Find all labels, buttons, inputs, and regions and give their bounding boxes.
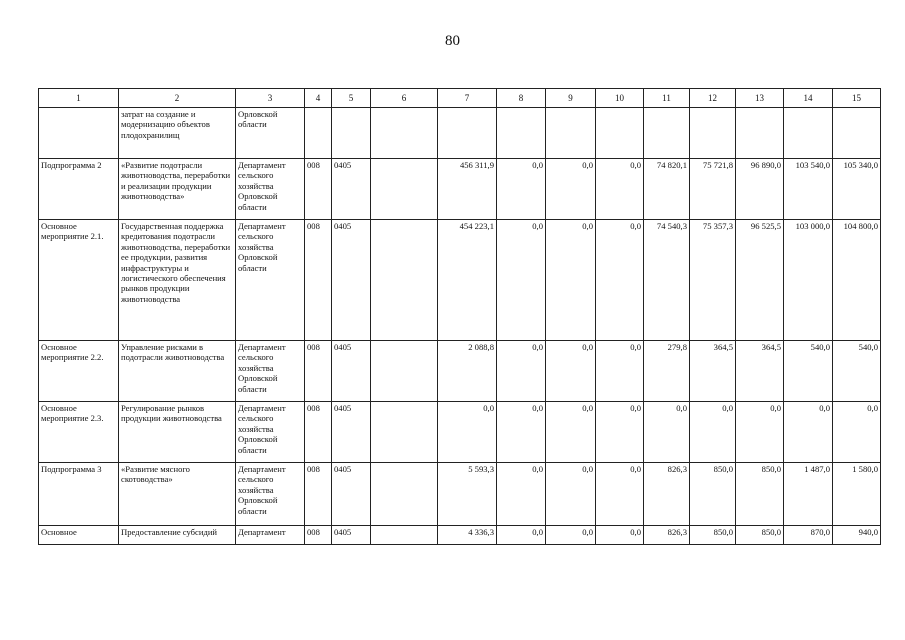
table-cell [371, 402, 438, 463]
table-cell: 008 [305, 159, 332, 220]
table-cell: 0405 [332, 402, 371, 463]
table-cell [690, 108, 736, 159]
table-cell: 0,0 [497, 526, 546, 545]
table-cell: 0,0 [497, 159, 546, 220]
table-cell: Государственная поддержка кредитования подотрасли животноводства, переработки ее продукции, развития инфраструктуры и логистического обеспечения рынков продукции животноводства [119, 220, 236, 341]
table-row [39, 341, 881, 402]
table-cell: 0,0 [644, 402, 690, 463]
table-cell: 0,0 [497, 463, 546, 526]
table-cell: «Развитие мясного скотоводства» [119, 463, 236, 526]
table-cell: 008 [305, 526, 332, 545]
table-cell: 0,0 [690, 402, 736, 463]
table-cell: Регулирование рынков продукции животноводства [119, 402, 236, 463]
table-cell: 0,0 [546, 159, 596, 220]
table-cell [438, 108, 497, 159]
table-row [39, 159, 881, 220]
table-cell: 4 336,3 [438, 526, 497, 545]
table-cell: 850,0 [690, 526, 736, 545]
table-cell: 0,0 [833, 402, 881, 463]
table-cell: 850,0 [690, 463, 736, 526]
table-cell: 008 [305, 402, 332, 463]
table-cell [371, 220, 438, 341]
table-cell: 103 540,0 [784, 159, 833, 220]
table-cell [371, 526, 438, 545]
column-header: 15 [833, 89, 881, 108]
column-header: 12 [690, 89, 736, 108]
table-cell [736, 108, 784, 159]
table-cell: 0,0 [546, 463, 596, 526]
table-row [39, 526, 881, 545]
table-cell [546, 108, 596, 159]
budget-table [38, 88, 881, 545]
table-cell: 0405 [332, 526, 371, 545]
table-cell: Департамент сельского хозяйства Орловской области [236, 341, 305, 402]
table-cell: 96 525,5 [736, 220, 784, 341]
table-cell: Подпрограмма 2 [39, 159, 119, 220]
table-cell: Основное [39, 526, 119, 545]
table-cell [305, 108, 332, 159]
table-cell: 105 340,0 [833, 159, 881, 220]
table-cell: 870,0 [784, 526, 833, 545]
table-cell [39, 108, 119, 159]
table-cell [332, 108, 371, 159]
table-row [39, 463, 881, 526]
column-header: 7 [438, 89, 497, 108]
table-cell: 0,0 [596, 341, 644, 402]
table-cell: 826,3 [644, 463, 690, 526]
table-cell: Департамент сельского хозяйства Орловской области [236, 220, 305, 341]
table-cell: 0,0 [596, 220, 644, 341]
table-cell: Департамент сельского хозяйства Орловской области [236, 463, 305, 526]
table-cell: 74 820,1 [644, 159, 690, 220]
table-cell: Управление рисками в подотрасли животноводства [119, 341, 236, 402]
column-header: 1 [39, 89, 119, 108]
table-cell: 0,0 [596, 159, 644, 220]
table-cell: 456 311,9 [438, 159, 497, 220]
table-cell [784, 108, 833, 159]
table-cell: 2 088,8 [438, 341, 497, 402]
table-cell: 74 540,3 [644, 220, 690, 341]
table-cell: 0,0 [497, 341, 546, 402]
table-cell: 826,3 [644, 526, 690, 545]
table-cell: «Развитие подотрасли животноводства, переработки и реализации продукции животноводства» [119, 159, 236, 220]
column-header: 14 [784, 89, 833, 108]
table-cell: Департамент [236, 526, 305, 545]
table-cell: 279,8 [644, 341, 690, 402]
table-cell: 103 000,0 [784, 220, 833, 341]
table-cell [644, 108, 690, 159]
table-cell: Департамент сельского хозяйства Орловской области [236, 402, 305, 463]
table-cell [371, 463, 438, 526]
table-cell: 0405 [332, 159, 371, 220]
table-cell: 75 357,3 [690, 220, 736, 341]
table-cell: 0,0 [497, 220, 546, 341]
column-header: 5 [332, 89, 371, 108]
table-cell: 104 800,0 [833, 220, 881, 341]
column-header: 4 [305, 89, 332, 108]
table-cell: 0,0 [546, 526, 596, 545]
table-cell: 0,0 [596, 463, 644, 526]
table-cell: 0,0 [546, 402, 596, 463]
table-cell: 850,0 [736, 463, 784, 526]
table-cell: Подпрограмма 3 [39, 463, 119, 526]
table-row [39, 402, 881, 463]
column-header: 9 [546, 89, 596, 108]
table-body [39, 108, 881, 545]
table-cell: 008 [305, 220, 332, 341]
table-cell [596, 108, 644, 159]
table-cell: 0,0 [546, 220, 596, 341]
column-header: 11 [644, 89, 690, 108]
table-cell: Департамент сельского хозяйства Орловской области [236, 159, 305, 220]
table-cell: затрат на создание и модернизацию объектов плодохранилищ [119, 108, 236, 159]
table-cell [497, 108, 546, 159]
table-cell: 0,0 [736, 402, 784, 463]
table-cell: 364,5 [690, 341, 736, 402]
table-cell: 75 721,8 [690, 159, 736, 220]
table-cell: 0405 [332, 220, 371, 341]
table-cell: Орловской области [236, 108, 305, 159]
table-cell: 850,0 [736, 526, 784, 545]
column-header: 6 [371, 89, 438, 108]
table-cell: 540,0 [833, 341, 881, 402]
column-header: 8 [497, 89, 546, 108]
table-cell: 1 487,0 [784, 463, 833, 526]
table-cell: 5 593,3 [438, 463, 497, 526]
table-cell: 940,0 [833, 526, 881, 545]
table-cell: 008 [305, 463, 332, 526]
table-row [39, 108, 881, 159]
column-header: 10 [596, 89, 644, 108]
table-cell: 1 580,0 [833, 463, 881, 526]
table-cell [371, 159, 438, 220]
table-cell: 540,0 [784, 341, 833, 402]
table-cell [371, 108, 438, 159]
table-cell: Основное мероприятие 2.2. [39, 341, 119, 402]
table-cell: 0405 [332, 463, 371, 526]
table-cell [371, 341, 438, 402]
table-cell: Основное мероприятие 2.1. [39, 220, 119, 341]
column-header: 3 [236, 89, 305, 108]
page-number: 80 [445, 33, 460, 49]
header-row [39, 89, 881, 108]
table-cell: 0,0 [596, 402, 644, 463]
column-header: 13 [736, 89, 784, 108]
table-cell: 0,0 [546, 341, 596, 402]
table-row [39, 220, 881, 341]
table-cell: 364,5 [736, 341, 784, 402]
table-cell: 0,0 [497, 402, 546, 463]
table-cell: 454 223,1 [438, 220, 497, 341]
table-cell [833, 108, 881, 159]
table-cell: 96 890,0 [736, 159, 784, 220]
table-cell: Основное мероприятие 2.3. [39, 402, 119, 463]
table-cell: 008 [305, 341, 332, 402]
column-header: 2 [119, 89, 236, 108]
table-cell: Предоставление субсидий [119, 526, 236, 545]
table-cell: 0,0 [438, 402, 497, 463]
table-cell: 0,0 [784, 402, 833, 463]
table-cell: 0,0 [596, 526, 644, 545]
table-cell: 0405 [332, 341, 371, 402]
